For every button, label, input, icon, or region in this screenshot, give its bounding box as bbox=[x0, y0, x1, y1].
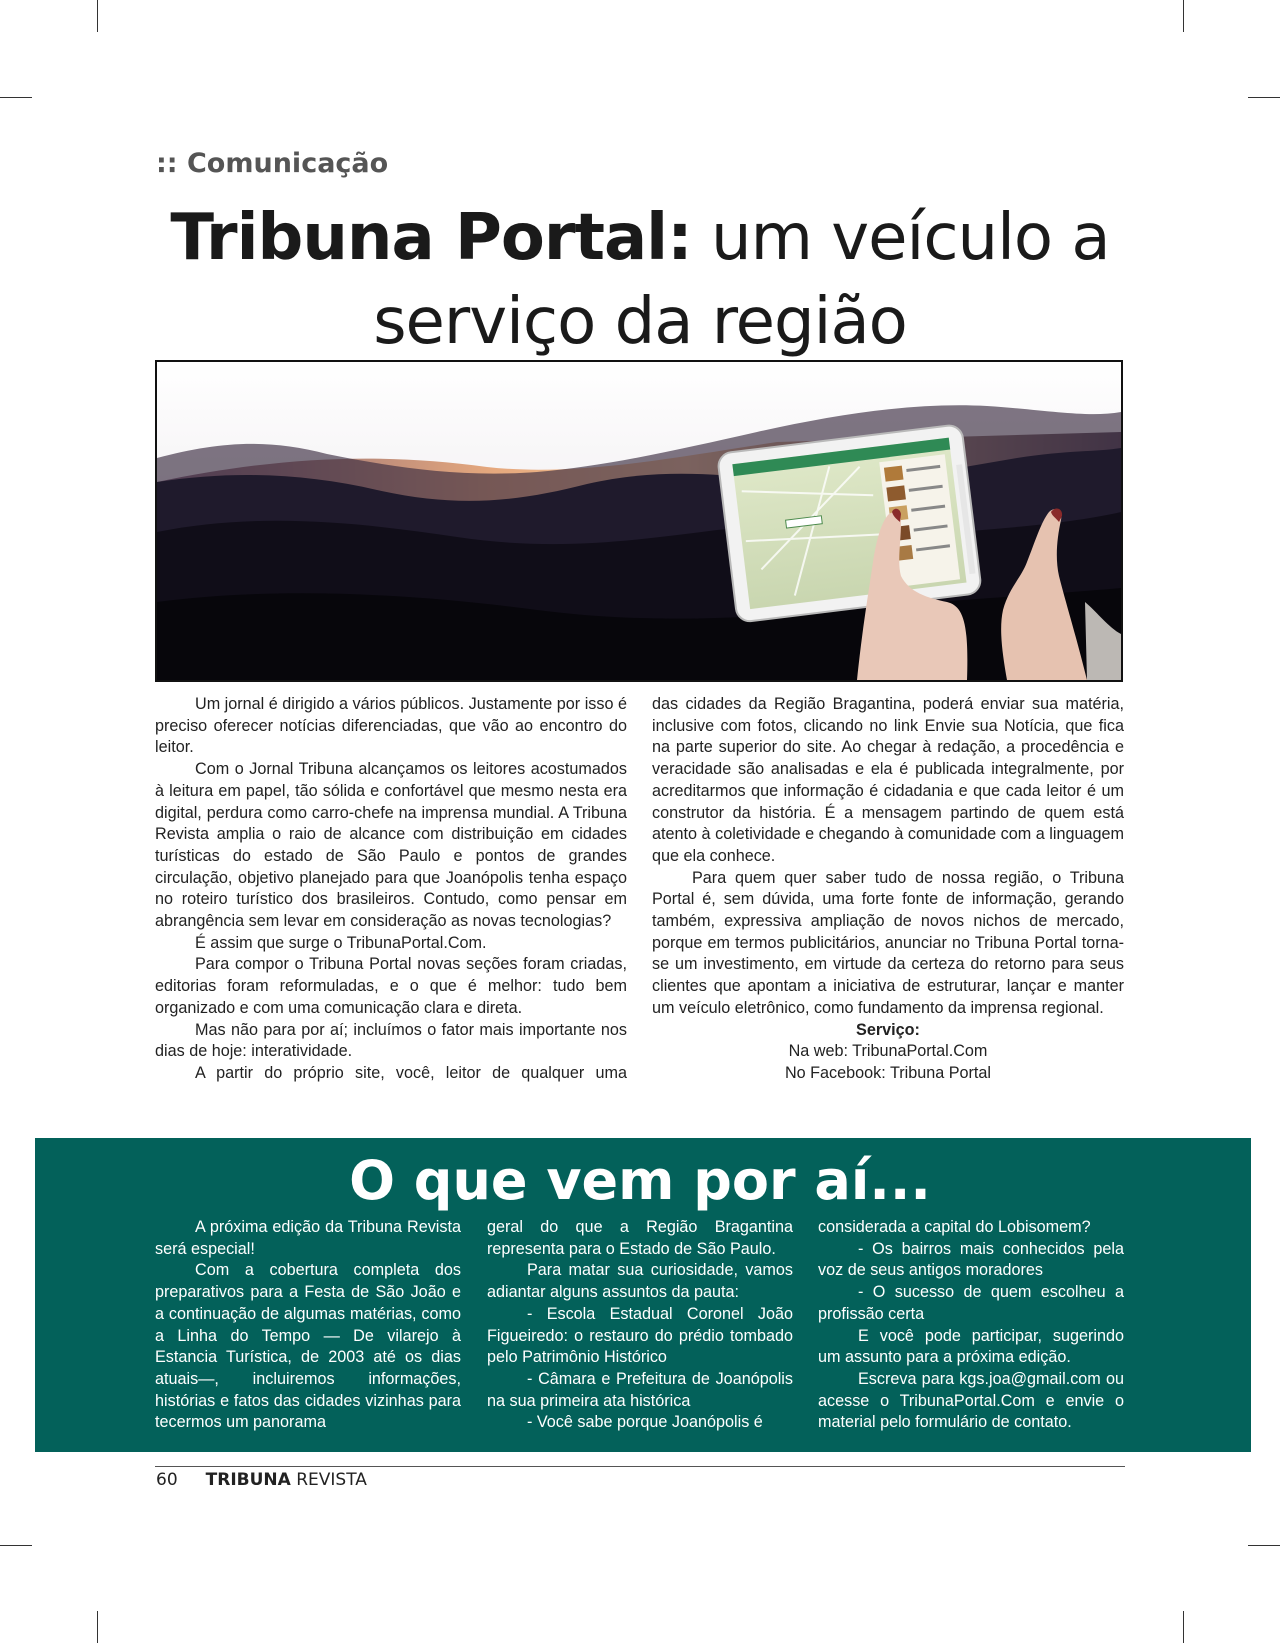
banner-title: O que vem por aí... bbox=[349, 1149, 931, 1212]
footer-brand: TRIBUNA bbox=[205, 1470, 291, 1490]
crop-mark bbox=[97, 0, 98, 32]
banner-paragraph: Com a cobertura completa dos preparativos para a Festa de São João e a continuação de algumas matérias, como a Linha do Tempo — De vilarejo à Estancia Turística, de 2003 até os dias atuais—, incluiremos informações, histórias e fatos das cidades vizinhas para tecermos um panorama bbox=[155, 1261, 461, 1432]
headline-rest: um veículo a bbox=[691, 201, 1110, 275]
service-title: Serviço: bbox=[856, 1020, 920, 1039]
article-column-right bbox=[652, 694, 1124, 1085]
banner-column-2 bbox=[487, 1217, 793, 1434]
page-number: 60 bbox=[156, 1470, 178, 1490]
crop-mark bbox=[0, 1545, 32, 1546]
headline-line2: serviço da região bbox=[373, 285, 907, 359]
banner-paragraph: Para matar sua curiosidade, vamos adiantar alguns assuntos da pauta: bbox=[487, 1261, 793, 1302]
article-paragraph: Para compor o Tribuna Portal novas seções foram criadas, editorias foram reformuladas, e o que é melhor: tudo bem organizado e com uma comunicação clara e direta. bbox=[155, 955, 627, 1017]
service-box bbox=[652, 1020, 1124, 1085]
hero-photo bbox=[155, 360, 1123, 682]
article-paragraph: Um jornal é dirigido a vários públicos. Justamente por isso é preciso oferecer notícias diferenciadas, que vão ao encontro do leitor. bbox=[155, 695, 627, 757]
article-paragraph: É assim que surge o TribunaPortal.Com. bbox=[195, 933, 487, 952]
article-paragraph: Para quem quer saber tudo de nossa região, o Tribuna Portal é, sem dúvida, uma forte fonte de informação, gerando também, expressiva ampliação de novos nichos de mercado, porque em termos publicitários, anunciar no Tribuna Portal torna-se um investimento, em virtude da certeza do retorno para seus clientes que apontam a iniciativa de estruturar, lançar e manter um veículo eletrônico, como fundamento da imprensa regional. bbox=[652, 868, 1124, 1017]
banner-paragraph: - Escola Estadual Coronel João Figueiredo: o restauro do prédio tombado pelo Patrimônio Histórico bbox=[487, 1304, 793, 1367]
article-column-left bbox=[155, 694, 627, 1085]
article-paragraph: A partir do próprio site, você, leitor de qualquer uma bbox=[195, 1063, 627, 1082]
page-footer bbox=[156, 1470, 367, 1490]
banner-column-1 bbox=[155, 1217, 461, 1434]
service-facebook: No Facebook: Tribuna Portal bbox=[784, 1063, 992, 1082]
banner-paragraph: E você pode participar, sugerindo um assunto para a próxima edição. bbox=[818, 1326, 1124, 1367]
banner-paragraph: - Você sabe porque Joanópolis é bbox=[527, 1413, 763, 1432]
crop-mark bbox=[1248, 1545, 1280, 1546]
article-paragraph: Mas não para por aí; incluímos o fator mais importante nos dias de hoje: interatividade. bbox=[155, 1020, 627, 1061]
article-paragraph: Com o Jornal Tribuna alcançamos os leitores acostumados à leitura em papel, tão sólida e confortável que mesmo nesta era digital, perdura como carro-chefe na imprensa mundial. A Tribuna Revista amplia o raio de alcance com distribuição em cidades turísticas do estado de São Paulo e pontos de grandes circulação, objetivo planejado para que Joanópolis tenha espaço no roteiro turístico dos brasileiros. Contudo, como pensar em abrangência sem levar em consideração as novas tecnologias? bbox=[155, 760, 627, 931]
section-tag: :: Comunicação bbox=[156, 148, 389, 179]
crop-mark bbox=[1248, 97, 1280, 98]
headline-strong: Tribuna Portal: bbox=[170, 201, 692, 275]
headline bbox=[140, 196, 1140, 364]
crop-mark bbox=[1183, 0, 1184, 32]
mountain-sunset-tablet-photo bbox=[157, 362, 1121, 680]
crop-mark bbox=[1183, 1611, 1184, 1643]
footer-rule bbox=[155, 1466, 1125, 1467]
banner-paragraph: A próxima edição da Tribuna Revista será especial! bbox=[155, 1218, 461, 1258]
banner-paragraph: - Os bairros mais conhecidos pela voz de seus antigos moradores bbox=[818, 1239, 1124, 1280]
banner-column-3 bbox=[818, 1217, 1124, 1434]
article-paragraph: das cidades da Região Bragantina, poderá enviar sua matéria, inclusive com fotos, clicando no link Envie sua Notícia, que fica na parte superior do site. Ao chegar à redação, a procedência e veracidade são analisadas e ela é publicada integralmente, por acreditarmos que informação é cidadania e que cada leitor é um construtor da história. É a mensagem partindo de quem está atento à coletividade e chegando à comunidade com a linguagem que ela conhece. bbox=[652, 695, 1124, 865]
banner-paragraph: - Câmara e Prefeitura de Joanópolis na sua primeira ata histórica bbox=[487, 1369, 793, 1410]
banner-paragraph: Escreva para kgs.joa@gmail.com ou acesse o TribunaPortal.Com e envie o material pelo formulário de contato. bbox=[818, 1369, 1124, 1432]
crop-mark bbox=[97, 1611, 98, 1643]
footer-brand-rest: REVISTA bbox=[290, 1470, 367, 1490]
service-web: Na web: TribunaPortal.Com bbox=[788, 1042, 988, 1061]
banner-paragraph: - O sucesso de quem escolheu a profissão certa bbox=[818, 1283, 1124, 1323]
banner-paragraph: geral do que a Região Bragantina representa para o Estado de São Paulo. bbox=[487, 1218, 793, 1258]
crop-mark bbox=[0, 97, 32, 98]
banner-paragraph: considerada a capital do Lobisomem? bbox=[818, 1218, 1091, 1236]
